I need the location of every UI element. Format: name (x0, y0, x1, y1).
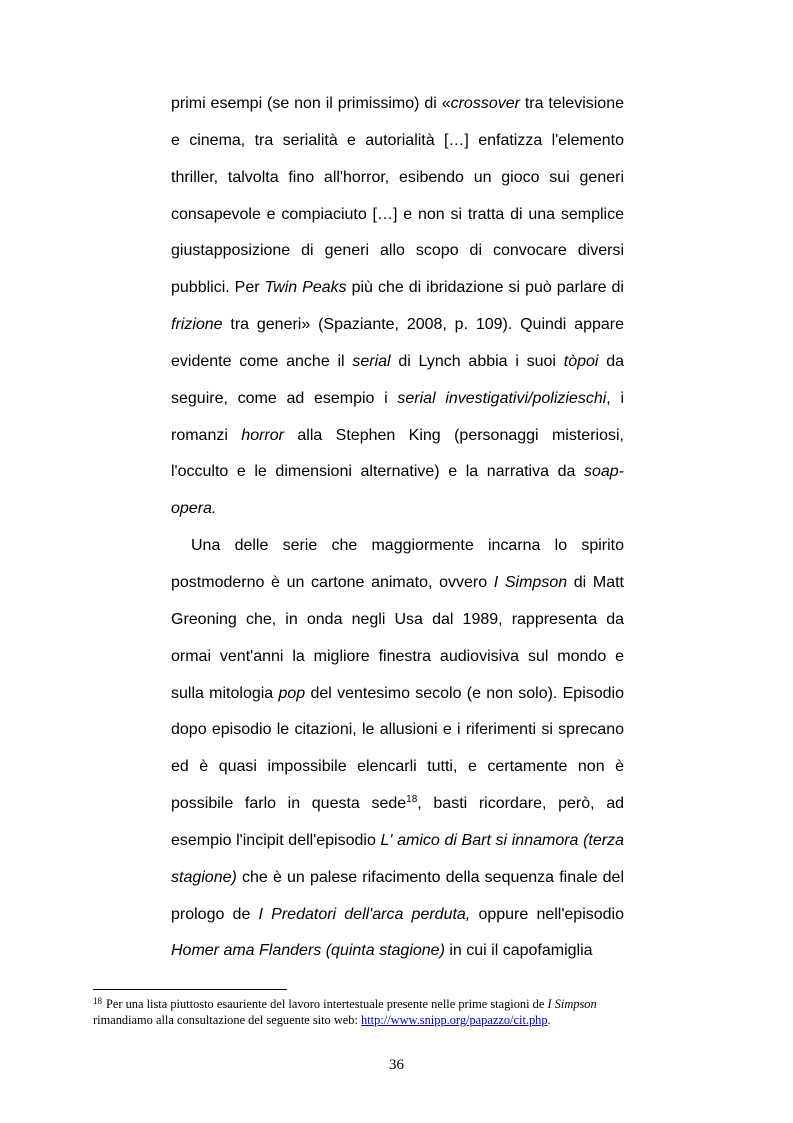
emphasis-twin-peaks: Twin Peaks (264, 279, 347, 297)
emphasis-pop: pop (278, 684, 306, 702)
paragraph-2 (171, 528, 624, 970)
emphasis-soap-opera: soap-opera. (171, 463, 624, 518)
main-text (171, 86, 624, 970)
emphasis-frizione: frizione (171, 316, 223, 334)
emphasis-crossover: crossover (450, 95, 520, 112)
footnote-text: Per una lista piuttosto esauriente del lavoro intertestuale presente nelle prime stagioni de (106, 997, 548, 1011)
text-run: del ventesimo secolo (e non solo). Episodio dopo episodio le citazioni, le allusioni e i riferimenti si sprecano ed è quasi impossibile elencarli tutti, e certamente non è possibile farlo in questa sede (171, 684, 625, 813)
emphasis-film-title: I Predatori dell'arca perduta, (258, 905, 471, 923)
text-run: in cui il capofamiglia (444, 942, 593, 960)
footnote-link[interactable]: http://www.snipp.org/papazzo/cit.php (361, 1013, 548, 1027)
footnote-emphasis: I Simpson (547, 997, 597, 1011)
text-run: che è un palese rifacimento della sequenza finale del prologo de (171, 868, 624, 923)
text-run: da seguire, come ad esempio i (171, 352, 625, 407)
emphasis-episode-title-2: Homer ama Flanders (quinta stagione) (171, 942, 445, 960)
page-number: 36 (389, 1057, 404, 1073)
emphasis-topoi: tòpoi (563, 352, 599, 370)
paragraph-1 (171, 86, 624, 528)
text-run: Una delle serie che maggiormente incarna lo spirito postmoderno è un cartone animato, ovvero (171, 537, 624, 591)
text-run: più che di ibridazione si può parlare di (346, 279, 624, 297)
text-run: oppure nell'episodio (470, 905, 625, 923)
footnote (93, 996, 641, 1028)
text-run: alla Stephen King (personaggi misteriosi, l'occulto e le dimensioni alternative) e la narrativa da (171, 426, 624, 481)
text-run: tra televisione e cinema, tra serialità e autorialità […] enfatizza l'elemento thriller, talvolta fino all'horror, esibendo un gioco sui generi consapevole e compiaciuto […] e non si tratta di una semplice giustapposizione di generi allo scopo di convocare diversi pubblici. Per (171, 95, 624, 297)
footnote-marker: 18 (93, 996, 102, 1006)
footnote-text: . (547, 1013, 551, 1027)
footnote-text: rimandiamo alla consultazione del seguente sito web: (93, 1013, 362, 1027)
text-run: tra generi» (Spaziante, 2008, p. 109). Quindi appare evidente come anche il (171, 316, 624, 370)
footnote-separator (93, 989, 287, 990)
text-run: di Matt Greoning che, in onda negli Usa dal 1989, rappresenta da ormai vent'anni la migliore finestra audiovisiva sul mondo e sulla mitologia (171, 573, 625, 702)
text-run: , basti ricordare, però, ad esempio l'incipit dell'episodio (171, 795, 624, 849)
text-run: di Lynch abbia i suoi (390, 352, 564, 370)
emphasis-i-simpson: I Simpson (493, 573, 568, 591)
emphasis-horror: horror (241, 426, 284, 444)
text-run: primi esempi (se non il primissimo) di « (171, 95, 451, 112)
emphasis-episode-title-1: L' amico di Bart si innamora (terza stagione) (171, 831, 625, 886)
emphasis-serial-investigativi: serial investigativi/polizieschi (397, 389, 607, 407)
emphasis-serial: serial (352, 352, 391, 370)
footnote-reference: 18 (406, 794, 418, 806)
text-run: , i romanzi (171, 389, 624, 444)
